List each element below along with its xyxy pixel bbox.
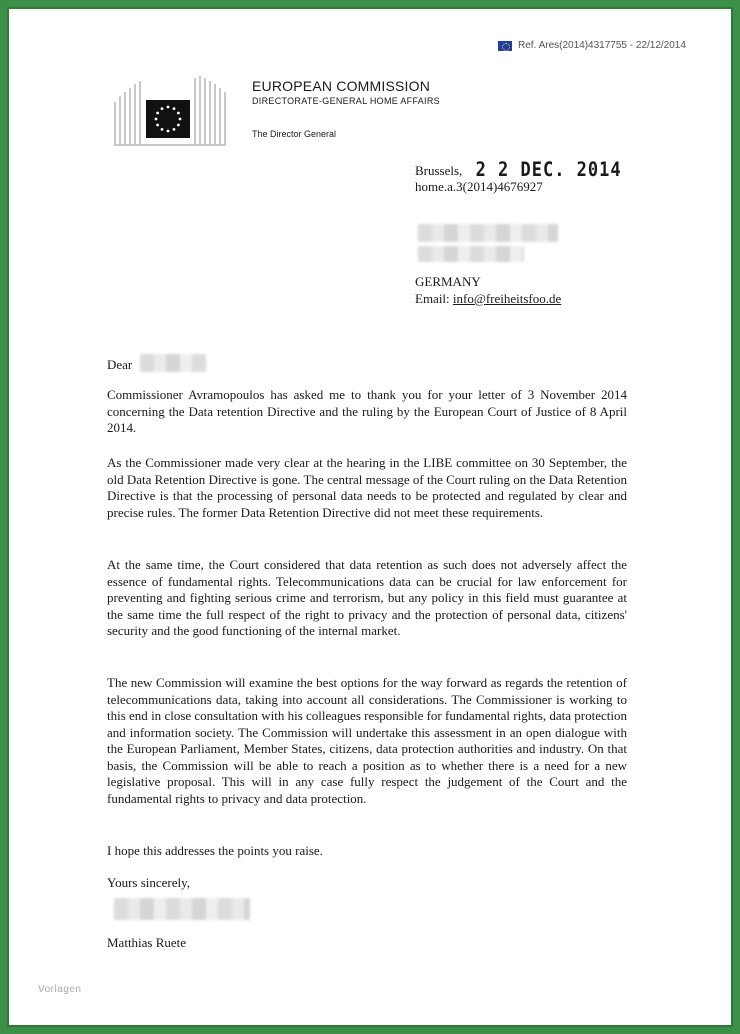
redacted-recipient-name xyxy=(140,354,206,372)
place: Brussels, xyxy=(415,163,463,178)
date-stamp: 2 2 DEC. 2014 xyxy=(475,158,622,182)
signer-name: Matthias Ruete xyxy=(107,935,187,950)
eu-flag-icon xyxy=(498,41,512,51)
directorate-name: DIRECTORATE-GENERAL HOME AFFAIRS xyxy=(252,96,440,106)
ares-reference xyxy=(498,40,686,51)
salutation xyxy=(107,357,132,373)
email-label: Email: xyxy=(415,291,450,306)
redacted-address-line-1 xyxy=(418,224,558,242)
ares-reference-text: Ref. Ares(2014)4317755 - 22/12/2014 xyxy=(518,40,686,51)
recipient-country: GERMANY xyxy=(415,274,481,289)
file-reference: home.a.3(2014)4676927 xyxy=(415,179,543,194)
closing: Yours sincerely, xyxy=(107,875,191,890)
watermark: Vorlagen xyxy=(38,984,82,995)
recipient-email-line xyxy=(415,291,561,307)
letter-paragraph: At the same time, the Court considered that data retention as such does not adversely affect the essence of fundamental rights. Telecommunications data can be crucial for law enforcement for preventing and fighting serious crime and terrorism, but any policy in this field must guarantee at the same time the full respect of the right to privacy and the protection of personal data, citizens' security and the good functioning of the internal market. xyxy=(107,557,627,638)
letter-paragraph: I hope this addresses the points you raise. xyxy=(107,843,323,858)
email-link[interactable]: info@freiheitsfoo.de xyxy=(452,291,562,306)
sender-title: The Director General xyxy=(252,129,337,139)
eu-stars-flag-icon xyxy=(146,100,190,138)
letter-paragraph: As the Commissioner made very clear at the hearing in the LIBE committee on 30 September, the old Data Retention Directive is gone. The central message of the Court ruling on the Data Retention Directive is that the processing of personal data needs to be protected and regulated by clear and precise rules. The former Data Retention Directive did not meet these requirements. xyxy=(107,455,627,520)
letter-paragraph: Commissioner Avramopoulos has asked me to thank you for your letter of 3 November 2014 concerning the Data retention Directive and the ruling by the European Court of Justice of 8 April 2014. xyxy=(107,387,627,435)
european-commission-logo xyxy=(114,74,234,152)
organization-name: EUROPEAN COMMISSION xyxy=(252,78,431,94)
dateline xyxy=(415,160,622,180)
redacted-address-line-2 xyxy=(418,246,524,262)
letter-page xyxy=(18,14,722,1020)
salutation-text: Dear xyxy=(107,357,133,372)
redacted-signature xyxy=(114,898,250,920)
letter-paragraph: The new Commission will examine the best options for the way forward as regards the retention of telecommunications data, taking into account all considerations. The Commissioner is working to this end in close consultation with his colleagues responsible for fundamental rights, data protection and information society. The Commission will undertake this assessment in an open dialogue with the European Parliament, Member States, citizens, data protection authorities and industry. On that basis, the Commission will be able to reach a position as to whether there is a need for a new legislative proposal. This will in any case fully respect the judgement of the Court and the fundamental rights to privacy and data protection. xyxy=(107,675,627,806)
